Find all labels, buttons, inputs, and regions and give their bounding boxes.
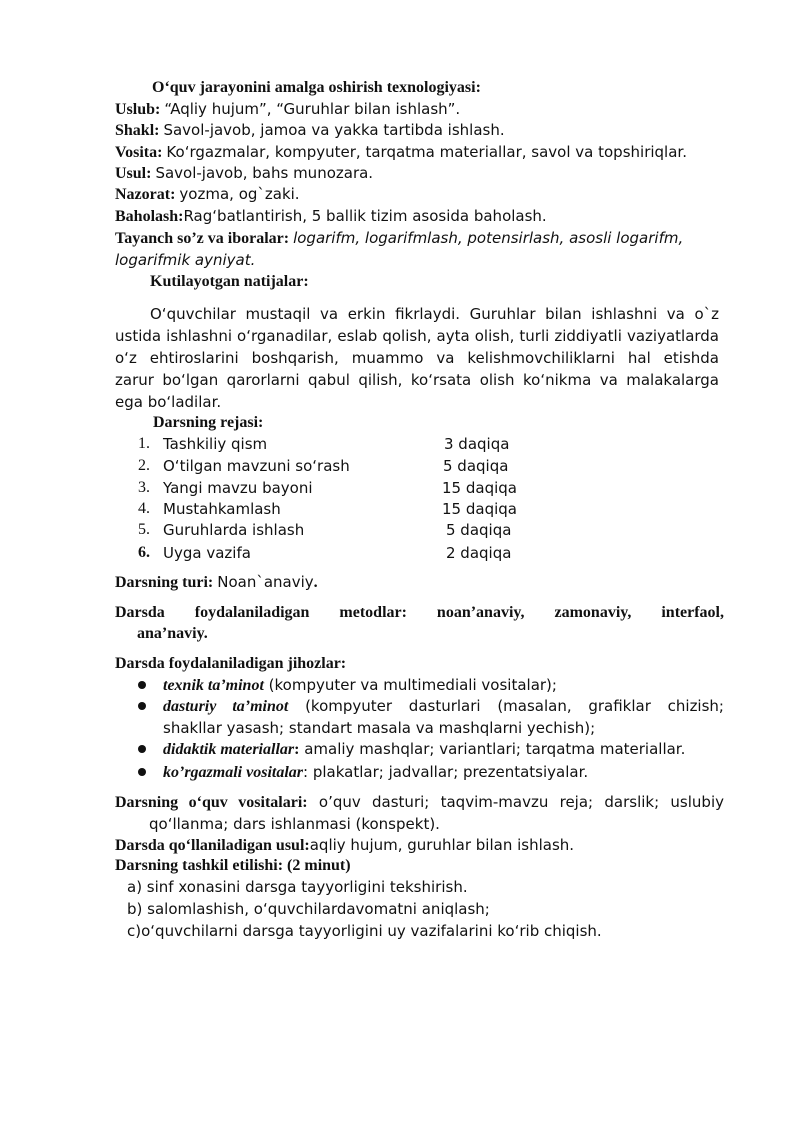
reja-num: 1. <box>138 435 150 452</box>
list-item-term: didaktik materiallar <box>163 741 295 758</box>
shakl-value: Savol-javob, jamoa va yakka tartibda ishlash. <box>163 121 505 139</box>
usul-row <box>115 163 373 184</box>
reja-item: Tashkiliy qism <box>163 435 268 453</box>
metodlar-line: ana’naviy. <box>137 625 208 642</box>
list-item <box>163 675 557 696</box>
kutilayotgan-line: ega bo‘ladilar. <box>115 393 222 411</box>
vositalari-value-cont: qo‘llanma; dars ishlanmasi (konspekt). <box>149 815 440 833</box>
vosita-row <box>115 142 687 163</box>
bullet-icon <box>138 745 146 753</box>
turi-label: Darsning turi: <box>115 574 214 591</box>
tashkil-item: a) sinf xonasini darsga tayyorligini tekshirish. <box>127 878 468 896</box>
kutilayotgan-line: zarur bo‘lgan qarorlarni qabul qilish, ko‘rsata olish ko‘nikma va malakalarga <box>115 371 719 389</box>
list-item <box>163 696 724 717</box>
kutilayotgan-line: ustida ishlashni o‘rganadilar, eslab qolish, ayta olish, turli ziddiyatli vaziyatlarda <box>115 327 719 345</box>
kutilayotgan-heading: Kutilayotgan natijalar: <box>150 273 309 290</box>
nazorat-row <box>115 184 300 205</box>
reja-time: 5 daqiqa <box>443 457 509 475</box>
tayanch-value: logarifm, logarifmlash, potensirlash, asosli logarifm, <box>293 229 684 247</box>
reja-item: Guruhlarda ishlash <box>163 521 305 539</box>
tayanch-label: Tayanch so’z va iboralar: <box>115 230 290 247</box>
kutilayotgan-line: O‘quvchilar mustaqil va erkin fikrlaydi. Guruhlar bilan ishlashni va o`z <box>150 305 719 323</box>
reja-time: 5 daqiqa <box>446 521 512 539</box>
turi-value: Noan`anaviy <box>217 573 314 591</box>
usul-label: Usul: <box>115 165 152 182</box>
shakl-row <box>115 120 505 141</box>
kutilayotgan-line: o‘z ehtiroslarini boshqarish, muammo va kelishmovchiliklarni hal etishda <box>115 349 719 367</box>
bullet-icon <box>138 681 146 689</box>
list-item-text: (kompyuter dasturlari (masalan, grafiklar chizish; <box>288 697 724 715</box>
reja-time: 2 daqiqa <box>446 544 512 562</box>
vositalari-row <box>115 792 724 813</box>
usul-value: Savol-javob, bahs munozara. <box>155 164 374 182</box>
jihozlar-heading: Darsda foydalaniladigan jihozlar: <box>115 655 347 672</box>
uslub-value: “Aqliy hujum”, “Guruhlar bilan ishlash”. <box>164 100 461 118</box>
reja-time: 15 daqiqa <box>442 500 517 518</box>
usul2-label: Darsda qo‘llaniladigan usul: <box>115 837 310 854</box>
vositalari-label: Darsning o‘quv vositalari: <box>115 794 308 811</box>
list-item-text: (kompyuter va multimediali vositalar); <box>263 676 557 694</box>
turi-end: . <box>313 574 318 591</box>
vositalari-value: o’quv dasturi; taqvim-mavzu reja; darslik; uslubiy <box>307 793 724 811</box>
reja-heading: Darsning rejasi: <box>153 414 264 431</box>
shakl-label: Shakl: <box>115 122 160 139</box>
metodlar-line: Darsda foydalaniladigan metodlar: noan’anaviy, zamonaviy, interfaol, <box>115 604 724 621</box>
reja-num: 3. <box>138 479 150 496</box>
baholash-label: Baholash: <box>115 208 184 225</box>
uslub-row <box>115 99 460 120</box>
list-item-term: texnik ta’minot <box>163 677 264 694</box>
reja-time: 3 daqiqa <box>444 435 510 453</box>
list-item-text: amaliy mashqlar; variantlari; tarqatma materiallar. <box>299 740 686 758</box>
list-item-text-cont: shakllar yasash; standart masala va mashqlarni yechish); <box>163 719 596 737</box>
list-item-text: : plakatlar; jadvallar; prezentatsiyalar. <box>303 763 589 781</box>
nazorat-label: Nazorat: <box>115 186 176 203</box>
tashkil-heading: Darsning tashkil etilishi: (2 minut) <box>115 857 351 874</box>
list-item <box>163 739 685 760</box>
usul2-row <box>115 835 574 856</box>
list-item-colon: : <box>294 741 300 758</box>
baholash-value: Rag‘batlantirish, 5 ballik tizim asosida baholash. <box>183 207 547 225</box>
nazorat-value: yozma, og`zaki. <box>179 185 300 203</box>
reja-item: Yangi mavzu bayoni <box>163 479 313 497</box>
tashkil-item: c)o‘quvchilarni darsga tayyorligini uy vazifalarini ko‘rib chiqish. <box>127 922 602 940</box>
reja-item: Uyga vazifa <box>163 544 251 562</box>
section-title: O‘quv jarayonini amalga oshirish texnologiyasi: <box>152 79 481 96</box>
list-item-term: dasturiy ta’minot <box>163 698 289 715</box>
reja-num: 5. <box>138 521 150 538</box>
uslub-label: Uslub: <box>115 101 161 118</box>
reja-num: 4. <box>138 500 150 517</box>
reja-item: Mustahkamlash <box>163 500 281 518</box>
reja-time: 15 daqiqa <box>442 479 517 497</box>
bullet-icon <box>138 768 146 776</box>
baholash-row <box>115 206 547 227</box>
vosita-value: Ko‘rgazmalar, kompyuter, tarqatma materiallar, savol va topshiriqlar. <box>166 143 687 161</box>
bullet-icon <box>138 702 146 710</box>
reja-num: 6. <box>138 544 150 561</box>
list-item <box>163 762 588 783</box>
tashkil-item: b) salomlashish, o‘quvchilardavomatni aniqlash; <box>127 900 490 918</box>
vosita-label: Vosita: <box>115 144 163 161</box>
usul2-value: aqliy hujum, guruhlar bilan ishlash. <box>309 836 575 854</box>
tayanch-row <box>115 228 683 249</box>
turi-row <box>115 572 318 593</box>
reja-item: O‘tilgan mavzuni so‘rash <box>163 457 350 475</box>
reja-num: 2. <box>138 457 150 474</box>
list-item-term: ko’rgazmali vositalar <box>163 764 304 781</box>
tayanch-value-cont: logarifmik ayniyat. <box>115 251 256 269</box>
